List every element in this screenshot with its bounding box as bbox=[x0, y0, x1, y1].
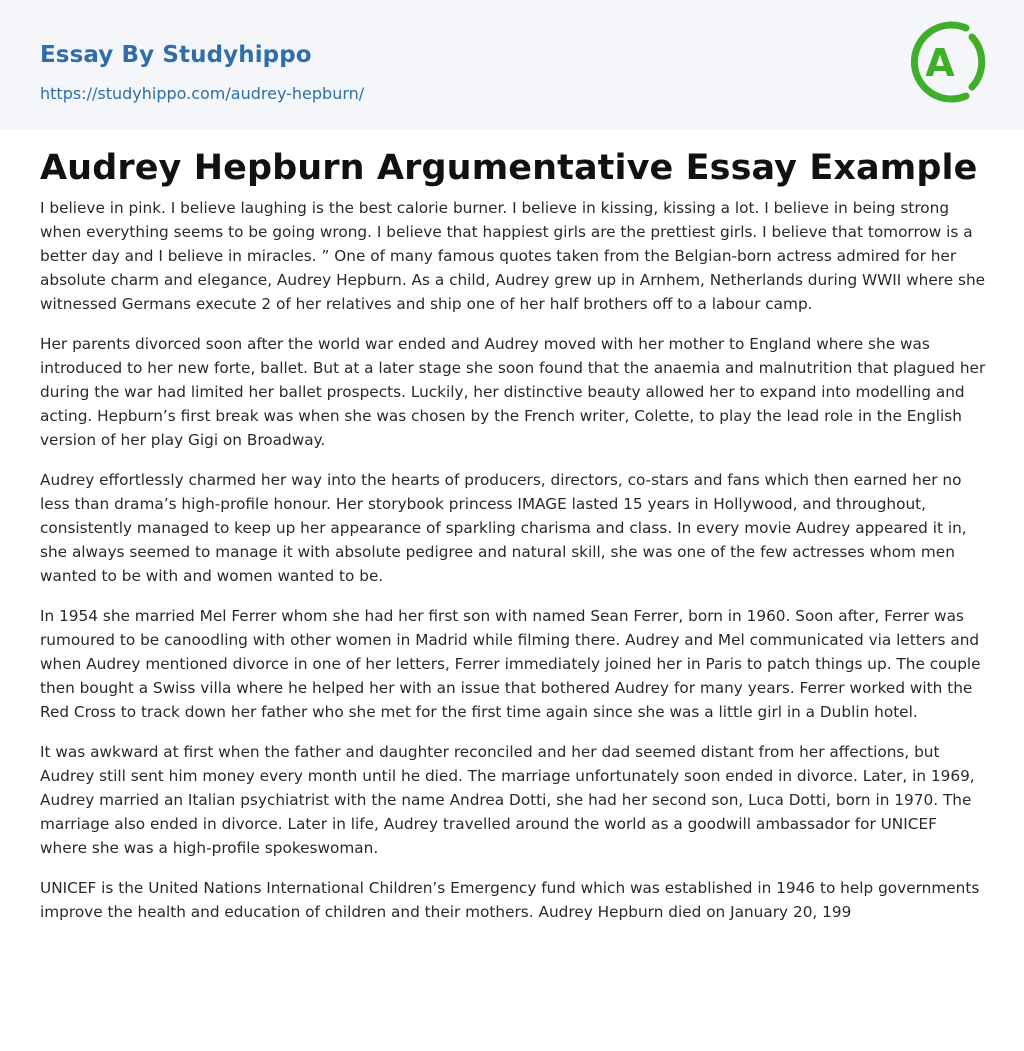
studyhippo-logo-icon[interactable] bbox=[906, 19, 988, 105]
article-paragraph: Audrey effortlessly charmed her way into the hearts of producers, directors, co-stars and fans which then earned her no less than drama’s high-profile honour. Her storybook princess IMAGE lasted 15 years in Hollywood, and throughout, consistently managed to keep up her appearance of sparkling charisma and class. In every movie Audrey appeared it in, she always seemed to manage it with absolute pedigree and natural skill, she was one of the few actresses whom men wanted to be with and women wanted to be. bbox=[40, 471, 967, 585]
logo-letter: A bbox=[925, 41, 955, 85]
article-paragraph: UNICEF is the United Nations International Children’s Emergency fund which was established in 1946 to help governments improve the health and education of children and their mothers. Audrey Hepburn died on January 20, 199 bbox=[40, 879, 980, 921]
article bbox=[40, 146, 986, 940]
site-header bbox=[0, 0, 1024, 129]
article-paragraph: It was awkward at first when the father and daughter reconciled and her dad seemed distant from her affections, but Audrey still sent him money every month until he died. The marriage unfortunately soon ended in divorce. Later, in 1969, Audrey married an Italian psychiatrist with the name Andrea Dotti, she had her second son, Luca Dotti, born in 1970. The marriage also ended in divorce. Later in life, Audrey travelled around the world as a goodwill ambassador for UNICEF where she was a high-profile spokeswoman. bbox=[40, 743, 975, 857]
article-paragraph: Her parents divorced soon after the world war ended and Audrey moved with her mother to England where she was introduced to her new forte, ballet. But at a later stage she soon found that the anaemia and malnutrition that plagued her during the war had limited her ballet prospects. Luckily, her distinctive beauty allowed her to expand into modelling and acting. Hepburn’s first break was when she was chosen by the French writer, Colette, to play the lead role in the English version of her play Gigi on Broadway. bbox=[40, 335, 986, 449]
article-paragraph: In 1954 she married Mel Ferrer whom she had her first son with named Sean Ferrer, born in 1960. Soon after, Ferrer was rumoured to be canoodling with other women in Madrid while filming there. Audrey and Mel communicated via letters and when Audrey mentioned divorce in one of her letters, Ferrer immediately joined her in Paris to patch things up. The couple then bought a Swiss villa where he helped her with an issue that bothered Audrey for many years. Ferrer worked with the Red Cross to track down her father who she met for the first time again since she was a little girl in a Dublin hotel. bbox=[40, 607, 981, 721]
page-url-link[interactable]: https://studyhippo.com/audrey-hepburn/ bbox=[40, 84, 365, 103]
brand-title[interactable]: Essay By Studyhippo bbox=[40, 42, 312, 68]
article-paragraph: I believe in pink. I believe laughing is the best calorie burner. I believe in kissing, kissing a lot. I believe in being strong when everything seems to be going wrong. I believe that happiest girls are the prettiest girls. I believe that tomorrow is a better day and I believe in miracles. ” One of many famous quotes taken from the Belgian-born actress admired for her absolute charm and elegance, Audrey Hepburn. As a child, Audrey grew up in Arnhem, Netherlands during WWII where she witnessed Germans execute 2 of her relatives and ship one of her half brothers off to a labour camp. bbox=[40, 199, 986, 313]
article-title: Audrey Hepburn Argumentative Essay Example bbox=[40, 148, 978, 188]
